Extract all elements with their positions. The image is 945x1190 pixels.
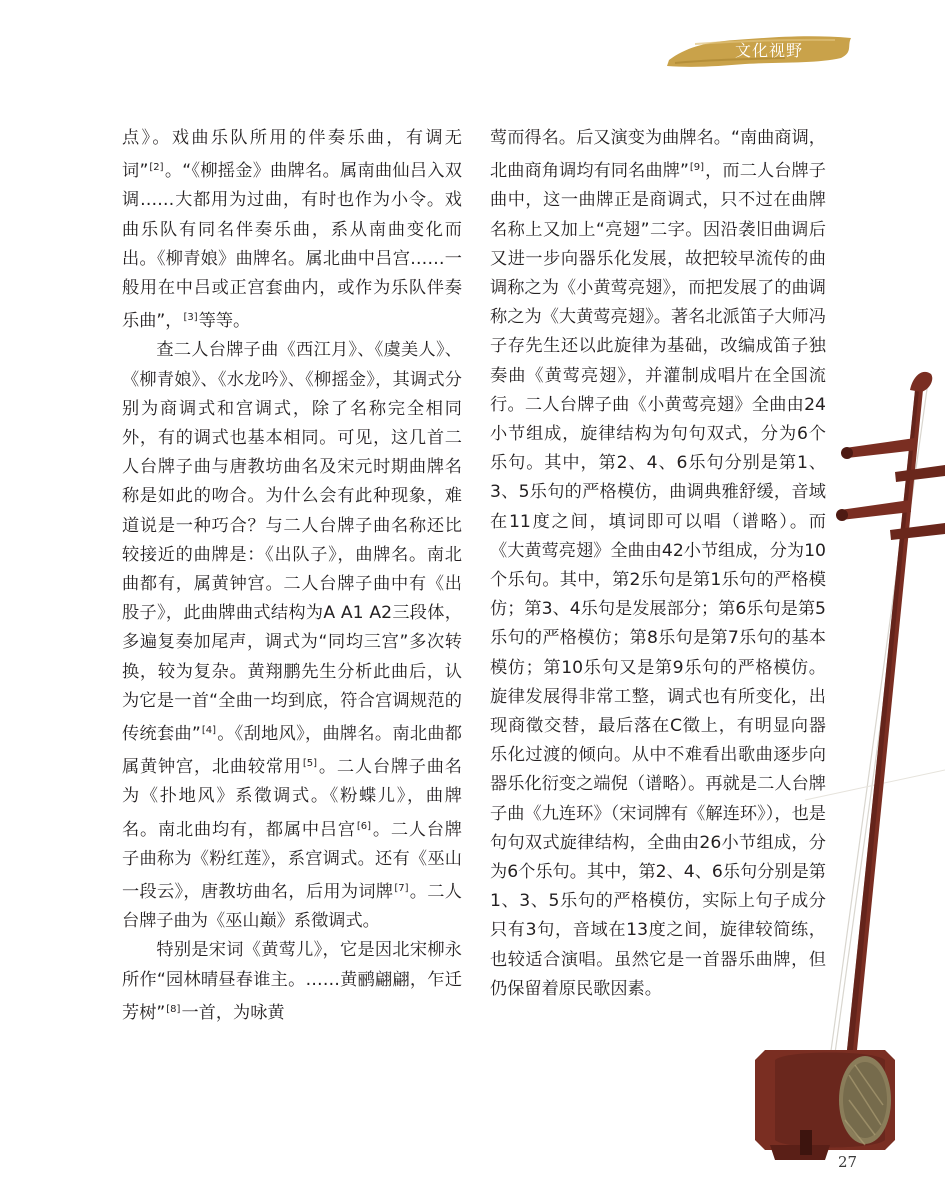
citation-marker: [2] [149, 162, 164, 174]
paragraph [122, 336, 462, 936]
paragraph-text: ，而二人台牌子曲中，这一曲牌正是商调式，只不过在曲牌名称上又加上“亮翅”二字。因沿袭旧曲调后又进一步向器乐化发展，故把较早流传的曲调称之为《小黄莺亮翅》，而把发展了的曲调称之为《大黄莺亮翅》。著名北派笛子大师冯子存先生还以此旋律为基础，改编成笛子独奏曲《黄莺亮翅》，并灌制成唱片在全国流行。二人台牌子曲《小黄莺亮翅》全曲由24小节组成，旋律结构为句句双式，分为6个乐句。其中，第2、4、6乐句分别是第1、3、5乐句的严格模仿，曲调典雅舒缓，音域在11度之间，填词即可以唱（谱略）。而《大黄莺亮翅》全曲由42小节组成，分为10个乐句。其中，第2乐句是第1乐句的严格模仿；第3、4乐句是发展部分；第6乐句是第5乐句的严格模仿；第8乐句是第7乐句的基本模仿；第10乐句又是第9乐句的严格模仿。旋律发展得非常工整，调式也有所变化，出现商徵交替，最后落在C徵上，有明显向器乐化过渡的倾向。从中不难看出歌曲逐步向器乐化衍变之端倪（谱略）。再就是二人台牌子曲《九连环》（宋词牌有《解连环》），也是句句双式旋律结构，全曲由26小节组成，分为6个乐句。其中，第2、4、6乐句分别是第1、3、5乐句的严格模仿，实际上句子成分只有3句，音域在13度之间，旋律较简练，也较适合演唱。虽然它是一首器乐曲牌，但仍保留着原民歌因素。 [490, 161, 826, 999]
paragraph-text: 。“《柳摇金》曲牌名。属南曲仙吕入双调……大都用为过曲，有时也作为小令。戏曲乐队有同名伴奏乐曲，系从南曲变化而出。《柳青娘》曲牌名。属北曲中吕宫……一般用在中吕或正宫套曲内，或作为乐队伴奏乐曲”， [122, 161, 462, 332]
paragraph [122, 124, 462, 336]
paragraph-text: 一首，为咏黄 [181, 1002, 285, 1023]
paragraph-text: 。《刮地风》，曲牌名。南北曲都属黄钟宫，北曲较常用 [122, 724, 462, 778]
citation-marker: [4] [201, 725, 216, 737]
paragraph-text: 莺而得名。后又演变为曲牌名。“南曲商调，北曲商角调均有同名曲牌” [490, 128, 826, 182]
paragraph-text: 点》。戏曲乐队所用的伴奏乐曲，有调无词” [122, 128, 462, 182]
paragraph-text: 。二人台牌子曲名为《扑地风》系徵调式。《粉蝶儿》，曲牌名。南北曲均有，都属中吕宫 [122, 757, 462, 840]
paragraph-text: 查二人台牌子曲《西江月》、《虞美人》、《柳青娘》、《水龙吟》、《柳摇金》，其调式分别为商调式和宫调式，除了名称完全相同外，有的调式也基本相同。可见，这几首二人台牌子曲与唐教坊曲名及宋元时期曲牌名称是如此的吻合。为什么会有此种现象，难道说是一种巧合？与二人台牌子曲名称还比较接近的曲牌是：《出队子》，曲牌名。南北曲都有，属黄钟宫。二人台牌子曲中有《出股子》，此曲牌曲式结构为A A1 A2三段体，多遍复奏加尾声，调式为“同均三宫”多次转换，较为复杂。黄翔鹏先生分析此曲后，认为它是一首“全曲一均到底，符合宫调规范的传统套曲” [122, 340, 462, 745]
section-label: 文化视野 [735, 41, 804, 60]
citation-marker: [7] [394, 883, 409, 895]
citation-marker: [8] [166, 1003, 181, 1015]
erhu-instrument-icon [745, 360, 945, 1160]
paragraph-text: 。二人台牌子曲称为《粉红莲》，系宫调式。还有《巫山一段云》，唐教坊曲名，后用为词牌 [122, 819, 462, 903]
page-number: 27 [838, 1153, 858, 1171]
paragraph-text: 。二人台牌子曲为《巫山巅》系徵调式。 [122, 882, 462, 932]
citation-marker: [5] [302, 758, 318, 770]
citation-marker: [9] [689, 162, 705, 174]
citation-marker: [3] [183, 312, 198, 324]
paragraph-text: 等等。 [198, 311, 251, 332]
paragraph [122, 936, 462, 1028]
citation-marker: [6] [356, 820, 372, 832]
paragraph-text: 特别是宋词《黄莺儿》，它是因北宋柳永所作“园林晴昼春谁主。……黄鹂翩翩，乍迁芳树” [122, 940, 462, 1023]
left-text-column [122, 124, 462, 1028]
